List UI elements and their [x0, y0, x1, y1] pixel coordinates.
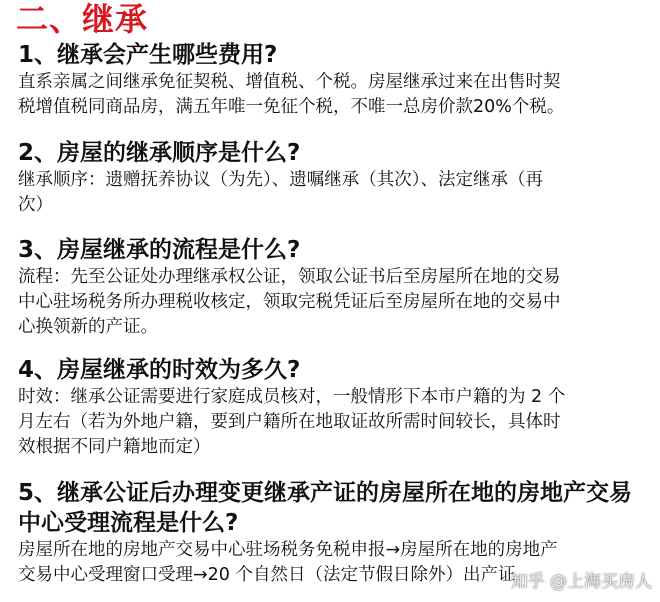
answer-2-line-2: 次） — [18, 195, 53, 215]
watermark: 知乎 @上海买房人 — [510, 572, 652, 592]
question-5-line-1: 5、继承公证后办理变更继承产证的房屋所在地的房地产交易 — [18, 480, 633, 506]
page-title: 二、继承 — [16, 0, 149, 38]
question-4: 4、房屋继承的时效为多久? — [18, 357, 301, 383]
question-3: 3、房屋继承的流程是什么? — [18, 237, 301, 263]
answer-4-line-2: 月左右（若为外地户籍，要到户籍所在地取证故所需时间较长，具体时 — [18, 412, 561, 432]
answer-5-line-2: 交易中心受理窗口受理→20 个自然日（法定节假日除外）出产证 — [18, 565, 516, 585]
answer-4-line-3: 效根据不同户籍地而定） — [18, 437, 211, 457]
answer-2-line-1: 继承顺序：遗赠抚养协议（为先）、遗嘱继承（其次）、法定继承（再 — [18, 170, 543, 190]
answer-3-line-1: 流程：先至公证处办理继承权公证，领取公证书后至房屋所在地的交易 — [18, 267, 561, 287]
answer-5-line-1: 房屋所在地的房地产交易中心驻场税务免税申报→房屋所在地的房地产 — [18, 540, 558, 560]
answer-3-line-3: 心换领新的产证。 — [18, 317, 158, 337]
section-2 — [18, 138, 648, 218]
answer-1-line-1: 直系亲属之间继承免征契税、增值税、个税。房屋继承过来在出售时契 — [18, 72, 561, 92]
answer-4-line-1: 时效：继承公证需要进行家庭成员核对，一般情形下本市户籍的为 2 个 — [18, 387, 566, 407]
section-3 — [18, 235, 648, 340]
section-1 — [18, 40, 648, 120]
question-1: 1、继承会产生哪些费用? — [18, 42, 278, 68]
question-5-line-2: 中心受理流程是什么? — [18, 510, 239, 536]
answer-3-line-2: 中心驻场税务所办理税收核定，领取完税凭证后至房屋所在地的交易中 — [18, 292, 561, 312]
section-4 — [18, 355, 648, 460]
answer-1-line-2: 税增值税同商品房，满五年唯一免征个税，不唯一总房价款20%个税。 — [18, 97, 565, 117]
question-2: 2、房屋的继承顺序是什么? — [18, 140, 301, 166]
